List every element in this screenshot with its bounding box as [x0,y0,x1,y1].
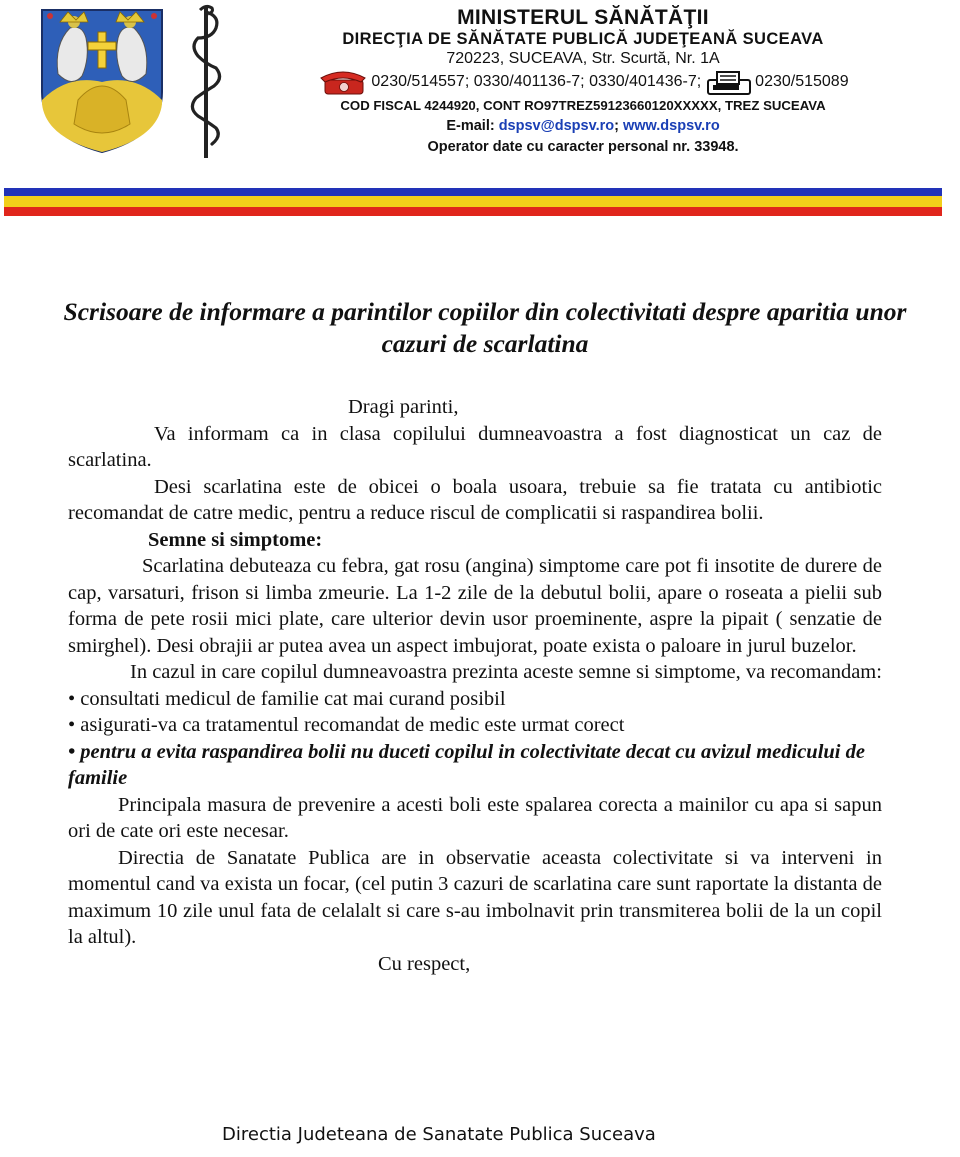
paragraph-recommendation: In cazul in care copilul dumneavoastra prezinta aceste semne si simptome, va recomandam: [130,661,882,683]
bullet-item-emphasis: • pentru a evita raspandirea bolii nu duceti copilul in colectivitate decat cu avizul medicului de familie [68,740,865,789]
letter-body [68,394,882,977]
bullet-item: • consultati medicul de familie cat mai curand posibil [68,687,506,710]
website-link[interactable]: www.dspsv.ro [622,118,720,134]
email-label: E-mail: [446,118,495,134]
fax-number: 0230/515089 [755,73,849,91]
data-operator: Operator date cu caracter personal nr. 33948. [427,138,739,155]
direction-name: DIRECŢIA DE SĂNĂTATE PUBLICĂ JUDEŢEANĂ SUCEAVA [342,29,824,48]
phone-numbers: 0230/514557; 0330/401136-7; 0330/401436-7; [371,73,702,91]
paragraph-treatment: Desi scarlatina este de obicei o boala usoara, trebuie sa fie tratata cu antibiotic recomandat de catre medic, pentru a reduce riscul de complicatii si raspandirea bolii. [68,475,882,524]
fax-icon [705,70,753,96]
stripe-blue [4,188,942,196]
letterhead [0,0,960,190]
email-separator: ; [614,118,619,134]
letter-title: Scrisoare de informare a parintilor copiilor din colectivitati despre aparitia unor cazuri de scarlatina [63,297,907,358]
telephone-icon [317,70,369,96]
paragraph-surveillance: Directia de Sanatate Publica are in observatie aceasta colectivitate si va interveni in momentul cand va exista un focar, (cel putin 3 cazuri de scarlatina care sunt raportate la distanta de maximum 10 zile unul fata de celalalt si care s-au imbolnavit prin transmiterea bolii de la un copil la altul). [68,846,882,948]
coat-of-arms-icon [38,4,166,154]
section-heading-symptoms: Semne si simptome: [148,528,323,551]
letterhead-text [268,8,898,157]
signature: Directia Judeteana de Sanatate Publica Suceava [222,1124,656,1145]
rod-of-asclepius-icon [186,2,226,160]
fiscal-info: COD FISCAL 4244920, CONT RO97TREZ59123660120XXXXX, TREZ SUCEAVA [340,97,826,113]
tricolor-stripes [4,188,942,216]
contact-line [268,70,898,96]
paragraph-prevention: Principala masura de prevenire a acesti boli este spalarea corecta a mainilor cu apa si sapun ori de cate ori este necesar. [68,793,882,842]
paragraph-diagnosis: Va informam ca in clasa copilului dumneavoastra a fost diagnosticat un caz de scarlatina. [68,422,882,471]
postal-address: 720223, SUCEAVA, Str. Scurtă, Nr. 1A [446,50,720,67]
ministry-name: MINISTERUL SĂNĂTĂŢII [457,6,709,29]
stripe-red [4,207,942,216]
stripe-yellow [4,196,942,207]
email-link[interactable]: dspsv@dspsv.ro [498,118,615,134]
bullet-item: • asigurati-va ca tratamentul recomandat de medic este urmat corect [68,714,625,736]
email-line [268,116,898,137]
paragraph-symptoms: Scarlatina debuteaza cu febra, gat rosu (angina) simptome care pot fi insotite de durere de cap, varsaturi, frison si limba zmeurie. La 1-2 zile de la debutul bolii, apare o roseata a pielii sub forma de pete rosii mici plate, care ulterior devin usor proeminente, aspre la pipait ( senzatie de smirghel). Desi obrajii ar putea avea un aspect imbujorat, poate exista o paloare in jurul buzelor. [68,555,882,657]
closing: Cu respect, [378,952,471,975]
salutation: Dragi parinti, [348,396,459,418]
